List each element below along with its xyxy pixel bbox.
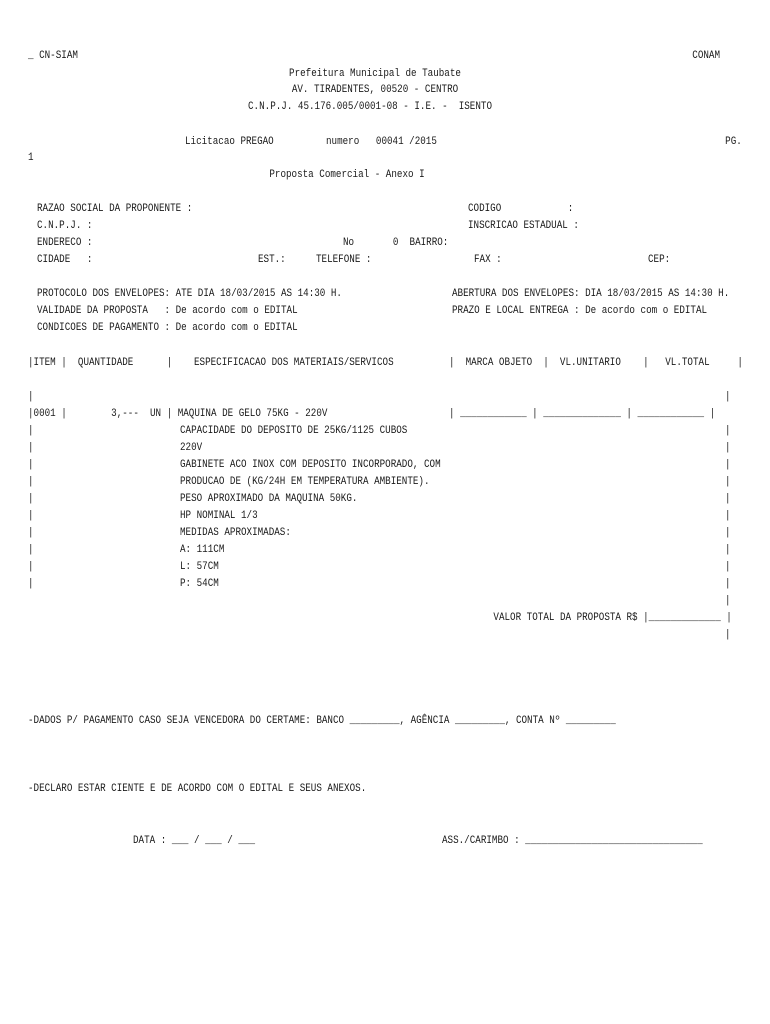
institution-name: Prefeitura Municipal de Taubate [289,68,461,80]
institution-address: AV. TIRADENTES, 00520 - CENTRO [291,84,459,96]
licitacao-numero: numero 00041 /2015 [326,136,437,148]
endereco-label: ENDERECO : [37,237,93,249]
table-border-left: | [28,561,34,573]
item-description-line: A: 111CM [180,544,225,556]
table-border-right: | [725,459,731,471]
institution-cnpj: C.N.P.J. 45.176.005/0001-08 - I.E. - ISENTO [248,101,492,113]
page-label: PG. [725,136,742,148]
table-border-right: | [725,544,731,556]
cnpj-label: C.N.P.J. : [37,220,93,232]
telefone-label: TELEFONE : [316,254,372,266]
est-label: EST.: [258,254,286,266]
table-header-right: | MARCA OBJETO | VL.UNITARIO | VL.TOTAL | [449,357,743,369]
item-description-line: L: 57CM [180,561,219,573]
assinatura-field: ASS./CARIMBO : ________________________________ [442,835,703,847]
protocolo-text: PROTOCOLO DOS ENVELOPES: ATE DIA 18/03/2015 AS 14:30 H. [37,288,342,300]
table-border-left: | [28,459,34,471]
condicoes-text: CONDICOES DE PAGAMENTO : De acordo com o EDITAL [37,322,298,334]
table-border-right: | [725,561,731,573]
item-description-line: 220V [180,442,203,454]
item-description-line: P: 54CM [180,578,219,590]
table-header-left: |ITEM | QUANTIDADE | [28,357,173,369]
item-row: |0001 | 3,--- UN | MAQUINA DE GELO 75KG - 220V [28,408,328,420]
table-border-right: | [725,391,731,403]
table-border-right: | [725,510,731,522]
valor-total-proposta: VALOR TOTAL DA PROPOSTA R$ |_____________ | [493,612,732,624]
table-border-right: | [725,595,731,607]
inscricao-label: INSCRICAO ESTADUAL : [468,220,579,232]
cep-label: CEP: [648,254,671,266]
table-border-right: | [725,629,731,641]
table-border-right: | [725,476,731,488]
table-border-right: | [725,527,731,539]
item-description-line: PESO APROXIMADO DA MAQUINA 50KG. [180,493,358,505]
abertura-text: ABERTURA DOS ENVELOPES: DIA 18/03/2015 AS 14:30 H. [452,288,730,300]
table-border-left: | [28,442,34,454]
table-border-right: | [725,493,731,505]
item-description-line: GABINETE ACO INOX COM DEPOSITO INCORPORADO, COM [180,459,441,471]
table-border-right: | [725,578,731,590]
razao-social-label: RAZAO SOCIAL DA PROPONENTE : [37,203,193,215]
system-tag: _ CN-SIAM [28,50,78,62]
table-border-left: | [28,493,34,505]
prazo-text: PRAZO E LOCAL ENTREGA : De acordo com o EDITAL [452,305,708,317]
item-description-line: MEDIDAS APROXIMADAS: [180,527,291,539]
data-field: DATA : ___ / ___ / ___ [133,835,255,847]
validade-text: VALIDADE DA PROPOSTA : De acordo com o EDITAL [37,305,298,317]
system-tag-right: CONAM [692,50,720,62]
table-border-left: | [28,391,34,403]
page-number: 1 [28,152,34,164]
table-border-left: | [28,527,34,539]
table-border-left: | [28,425,34,437]
cidade-label: CIDADE : [37,254,93,266]
item-description-line: HP NOMINAL 1/3 [180,510,258,522]
table-border-right: | [725,425,731,437]
table-border-left: | [28,476,34,488]
numero-bairro-label: No 0 BAIRRO: [343,237,449,249]
item-blanks: | ____________ | ______________ | ____________ | [449,408,716,420]
item-description-line: CAPACIDADE DO DEPOSITO DE 25KG/1125 CUBOS [180,425,408,437]
table-border-left: | [28,544,34,556]
table-border-left: | [28,578,34,590]
licitacao-label: Licitacao PREGAO [185,136,274,148]
codigo-label: CODIGO : [468,203,574,215]
table-border-left: | [28,510,34,522]
dados-pagamento: -DADOS P/ PAGAMENTO CASO SEJA VENCEDORA DO CERTAME: BANCO _________, AGÊNCIA _________, CONTA Nº _________ [28,715,616,727]
table-border-right: | [725,442,731,454]
document-subtitle: Proposta Comercial - Anexo I [269,169,425,181]
declaracao: -DECLARO ESTAR CIENTE E DE ACORDO COM O EDITAL E SEUS ANEXOS. [28,783,367,795]
table-header-spec: ESPECIFICACAO DOS MATERIAIS/SERVICOS [194,357,394,369]
item-description-line: PRODUCAO DE (KG/24H EM TEMPERATURA AMBIENTE). [180,476,430,488]
fax-label: FAX : [474,254,502,266]
